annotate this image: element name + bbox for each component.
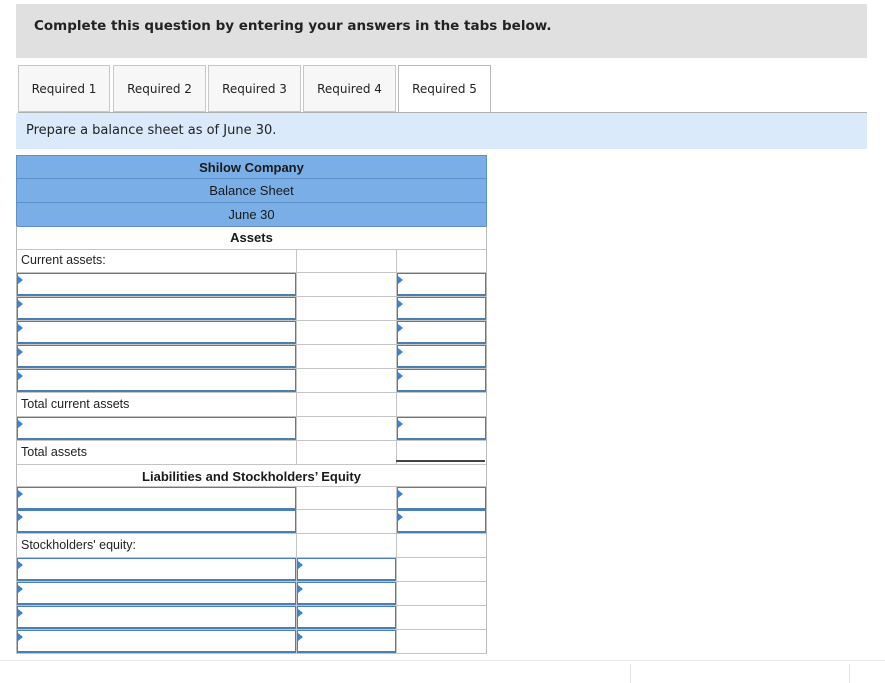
tab-required-4[interactable]: Required 4	[303, 65, 396, 112]
liability-row	[16, 486, 487, 510]
footer-separator	[849, 664, 850, 683]
instructions-banner	[16, 4, 867, 58]
stockholders-equity-label: Stockholders' equity:	[21, 538, 136, 552]
liability-amount-input[interactable]	[397, 510, 486, 533]
asset-amount-input[interactable]	[397, 417, 486, 440]
asset-row	[16, 369, 487, 393]
asset-amount-input[interactable]	[397, 297, 486, 320]
liabilities-heading: Liabilities and Stockholders’ Equity	[16, 464, 487, 488]
total-assets-label: Total assets	[21, 445, 88, 459]
instruction-text: Prepare a balance sheet as of June 30.	[26, 123, 277, 138]
asset-amount-input[interactable]	[397, 273, 486, 296]
asset-name-input[interactable]	[17, 417, 296, 440]
assets-heading: Assets	[16, 226, 487, 250]
footer-separator	[630, 664, 631, 683]
asset-name-input[interactable]	[17, 297, 296, 320]
tab-required-1[interactable]: Required 1	[18, 65, 110, 112]
asset-amount-input[interactable]	[397, 345, 486, 368]
asset-row	[16, 297, 487, 321]
equity-amount-input[interactable]	[297, 630, 396, 653]
current-assets-row	[16, 249, 487, 273]
total-current-assets-label: Total current assets	[21, 397, 130, 411]
company-name: Shilow Company	[16, 155, 487, 179]
instruction-bar	[16, 113, 867, 149]
asset-row	[16, 417, 487, 441]
equity-name-input[interactable]	[17, 582, 296, 605]
tab-bar	[18, 65, 867, 113]
stockholders-equity-row	[16, 534, 487, 558]
statement-title: Balance Sheet	[16, 179, 487, 203]
liability-name-input[interactable]	[17, 487, 296, 510]
asset-row	[16, 345, 487, 369]
asset-row	[16, 321, 487, 345]
asset-name-input[interactable]	[17, 345, 296, 368]
asset-amount-input[interactable]	[397, 369, 486, 392]
asset-name-input[interactable]	[17, 273, 296, 296]
asset-row	[16, 273, 487, 297]
liability-row	[16, 510, 487, 534]
tab-required-3[interactable]: Required 3	[208, 65, 301, 112]
equity-row	[16, 606, 487, 630]
equity-row	[16, 582, 487, 606]
equity-name-input[interactable]	[17, 558, 296, 581]
equity-name-input[interactable]	[17, 630, 296, 653]
total-current-assets-row	[16, 393, 487, 417]
instructions-text: Complete this question by entering your answers in the tabs below.	[34, 18, 552, 34]
tab-required-2[interactable]: Required 2	[113, 65, 206, 112]
statement-date: June 30	[16, 203, 487, 227]
asset-name-input[interactable]	[17, 369, 296, 392]
liability-name-input[interactable]	[17, 510, 296, 533]
equity-amount-input[interactable]	[297, 606, 396, 629]
liability-amount-input[interactable]	[397, 487, 486, 510]
asset-name-input[interactable]	[17, 321, 296, 344]
current-assets-label: Current assets:	[21, 253, 106, 267]
equity-amount-input[interactable]	[297, 558, 396, 581]
equity-row	[16, 630, 487, 654]
footer-divider	[0, 660, 885, 661]
asset-amount-input[interactable]	[397, 321, 486, 344]
tab-required-5[interactable]: Required 5	[398, 65, 491, 113]
double-underline	[396, 460, 485, 462]
equity-row	[16, 558, 487, 582]
equity-name-input[interactable]	[17, 606, 296, 629]
equity-amount-input[interactable]	[297, 582, 396, 605]
